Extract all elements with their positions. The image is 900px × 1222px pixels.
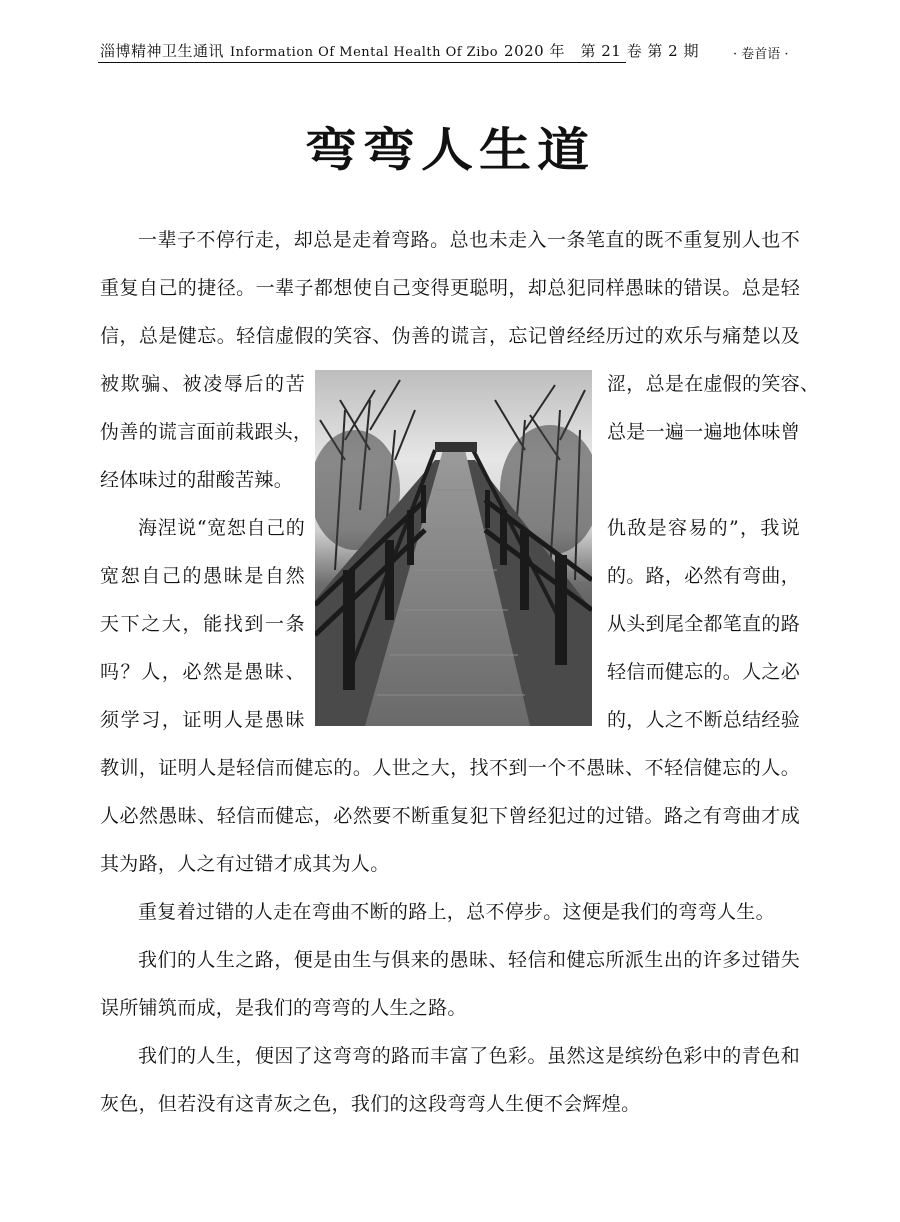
text-line: 的，人之不断总结经验 bbox=[607, 709, 801, 731]
text-line: 仇敌是容易的”，我说 bbox=[607, 517, 800, 539]
boardwalk-photo bbox=[315, 370, 592, 726]
text-line: 重复自己的捷径。一辈子都想使自己变得更聪明，却总犯同样愚昧的错误。总是轻 bbox=[100, 277, 800, 299]
text-line: 吗？人，必然是愚昧、 bbox=[100, 661, 305, 683]
text-line: 涩，总是在虚假的笑容、 bbox=[607, 373, 820, 395]
journal-name-cn: 淄博精神卫生通讯 bbox=[100, 42, 225, 60]
text-line: 天下之大，能找到一条 bbox=[100, 613, 305, 635]
text-line: 人必然愚昧、轻信而健忘，必然要不断重复犯下曾经犯过的过错。路之有弯曲才成 bbox=[100, 805, 800, 827]
text-line: 须学习，证明人是愚昧 bbox=[100, 709, 305, 731]
text-line: 一辈子不停行走，却总是走着弯路。总也未走入一条笔直的既不重复别人也不 bbox=[138, 229, 800, 251]
article-title: 弯弯人生道 bbox=[304, 123, 595, 178]
text-line: 的。路，必然有弯曲， bbox=[607, 565, 801, 587]
text-line: 重复着过错的人走在弯曲不断的路上，总不停步。这便是我们的弯弯人生。 bbox=[138, 901, 775, 923]
text-line: 总是一遍一遍地体味曾 bbox=[607, 421, 801, 443]
journal-name-en: Information Of Mental Health Of Zibo bbox=[230, 45, 499, 60]
text-line: 经体味过的甜酸苦辣。 bbox=[100, 469, 294, 491]
text-line: 灰色，但若没有这青灰之色，我们的这段弯弯人生便不会辉煌。 bbox=[100, 1093, 641, 1115]
text-line: 伪善的谎言面前栽跟头， bbox=[100, 421, 313, 443]
text-line: 信，总是健忘。轻信虚假的笑容、伪善的谎言，忘记曾经经历过的欢乐与痛楚以及 bbox=[100, 325, 800, 347]
text-line: 我们的人生之路，便是由生与俱来的愚昧、轻信和健忘所派生出的许多过错失 bbox=[138, 949, 800, 971]
text-line: 我们的人生，便因了这弯弯的路而丰富了色彩。虽然这是缤纷色彩中的青色和 bbox=[138, 1045, 800, 1067]
section-label: · 卷首语 · bbox=[733, 47, 789, 62]
header-rule bbox=[98, 62, 626, 63]
text-line: 被欺骗、被凌辱后的苦 bbox=[100, 373, 305, 395]
text-line: 误所铺筑而成，是我们的弯弯的人生之路。 bbox=[100, 997, 467, 1019]
text-line: 轻信而健忘的。人之必 bbox=[607, 661, 801, 683]
text-line: 宽恕自己的愚昧是自然 bbox=[100, 565, 305, 587]
text-line: 海涅说“宽恕自己的 bbox=[138, 517, 305, 539]
text-line: 其为路，人之有过错才成其为人。 bbox=[100, 853, 390, 875]
text-line: 教训，证明人是轻信而健忘的。人世之大，找不到一个不愚昧、不轻信健忘的人。 bbox=[100, 757, 800, 779]
text-line: 从头到尾全都笔直的路 bbox=[607, 613, 801, 635]
journal-header bbox=[100, 40, 699, 61]
boardwalk-illustration bbox=[315, 370, 592, 726]
issue-info: 2020 年 第 21 卷 第 2 期 bbox=[504, 42, 699, 60]
